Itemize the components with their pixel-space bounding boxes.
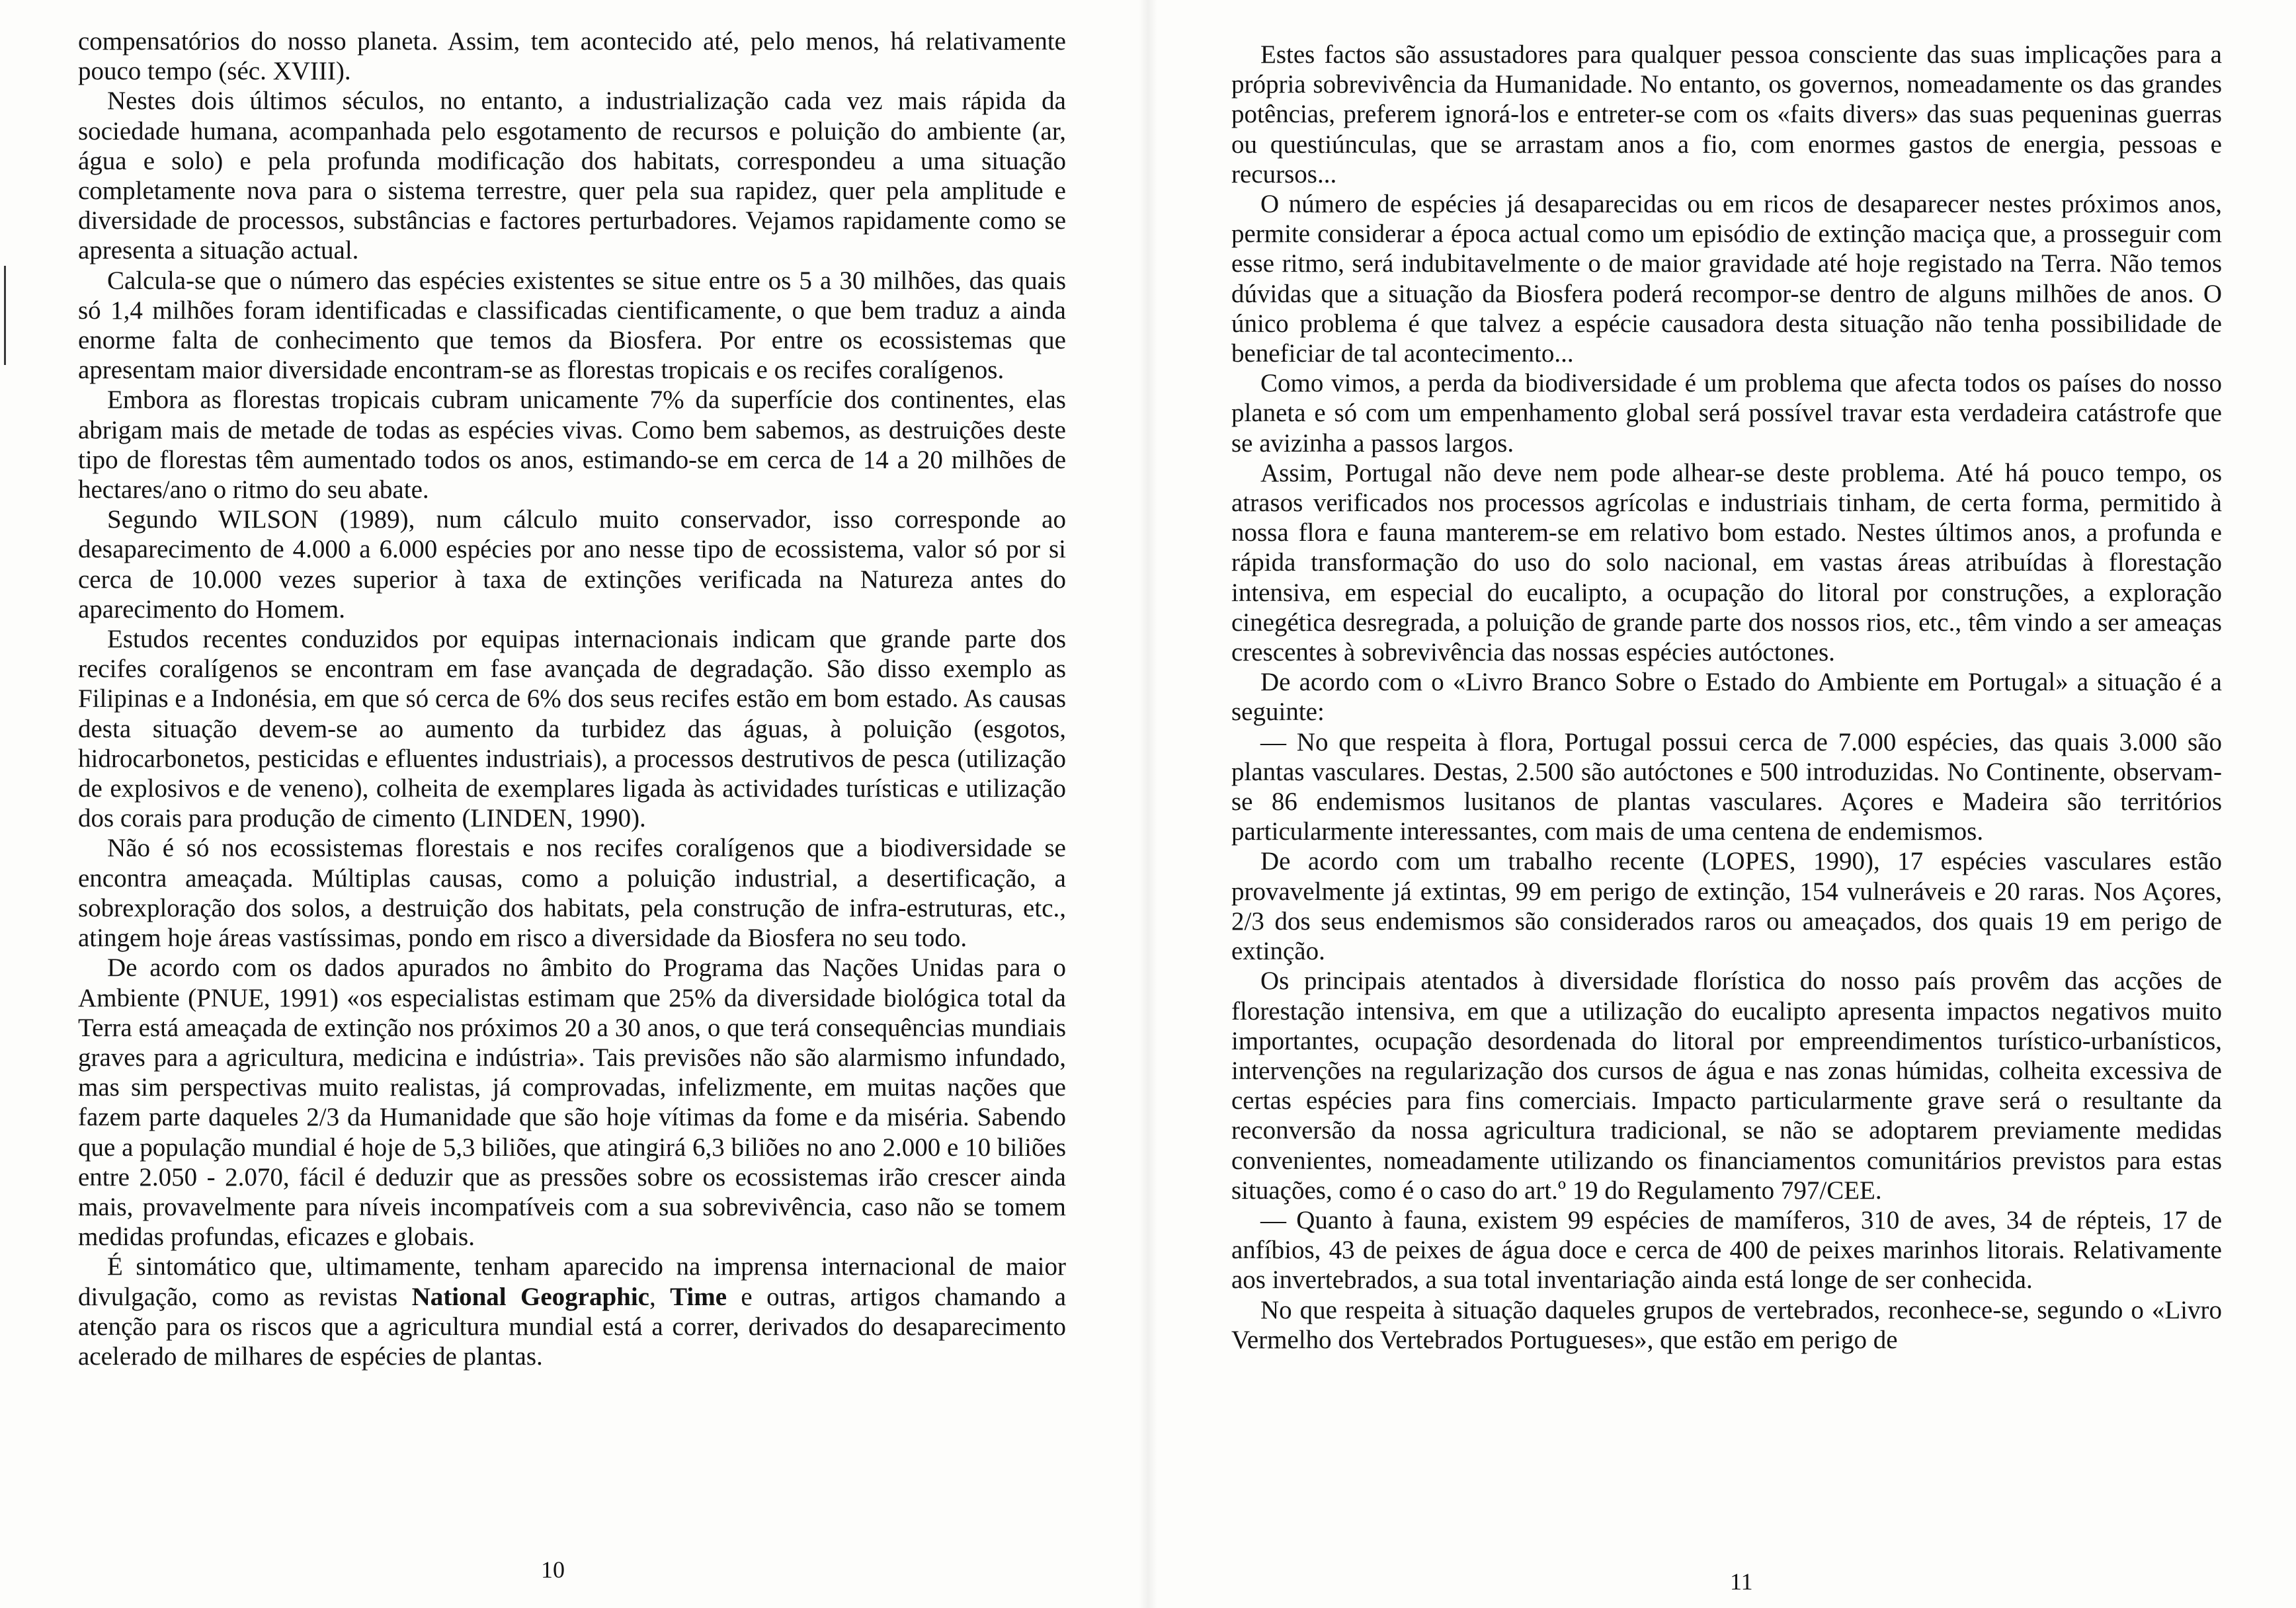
paragraph: O número de espécies já desaparecidas ou em ricos de desaparecer nestes próximos anos, permite considerar a época actual como um episódio de extinção maciça que, a prosseguir com esse ritmo, será indubitavelmente o de maior gravidade até hoje registado na Terra. Não temos dúvidas que a situação da Biosfera poderá recompor-se dentro de alguns milhões de anos. O único problema é que talvez a espécie causadora desta situação não tenha possibilidade de beneficiar de tal acontecimento... bbox=[1231, 190, 2222, 368]
paragraph: Segundo WILSON (1989), num cálculo muito conservador, isso corresponde ao desaparecimento de 4.000 a 6.000 espécies por ano nesse tipo de ecossistema, valor só por si cerca de 10.000 vezes superior à taxa de extinções verificada na Natureza antes do aparecimento do Homem. bbox=[78, 505, 1066, 623]
paragraph: Embora as florestas tropicais cubram unicamente 7% da superfície dos continentes, elas abrigam mais de metade de todas as espécies vivas. Como bem sabemos, as destruições deste tipo de florestas têm aumentado todos os anos, estimando-se em cerca de 14 a 20 milhões de hectares/ano o ritmo do seu abate. bbox=[78, 385, 1066, 504]
paragraph: Calcula-se que o número das espécies existentes se situe entre os 5 a 30 milhões, das quais só 1,4 milhões foram identificadas e classificadas cientificamente, o que bem traduz a ainda enorme falta de conhecimento que temos da Biosfera. Por entre os ecossistemas que apresentam maior diversidade encontram-se as florestas tropicais e os recifes coralígenos. bbox=[78, 266, 1066, 385]
paragraph: De acordo com o «Livro Branco Sobre o Estado do Ambiente em Portugal» a situação é a seguinte: bbox=[1231, 668, 2222, 727]
paragraph: De acordo com um trabalho recente (LOPES, 1990), 17 espécies vasculares estão provavelmente já extintas, 99 em perigo de extinção, 154 vulneráveis e 20 raras. Nos Açores, 2/3 dos seus endemismos são considerados raros ou ameaçados, dos quais 19 em perigo de extinção. bbox=[1231, 847, 2222, 966]
magazine-title-time: Time bbox=[670, 1282, 727, 1311]
page-number: 11 bbox=[1730, 1568, 1753, 1595]
paragraph: Nestes dois últimos séculos, no entanto, a industrialização cada vez mais rápida da sociedade humana, acompanhada pelo esgotamento de recursos e poluição do ambiente (ar, água e solo) e pela profunda modificação dos habitats, correspondeu a uma situação completamente nova para o sistema terrestre, quer pela sua rapidez, quer pela amplitude e diversidade de processos, substâncias e factores perturbadores. Vejamos rapidamente como se apresenta a situação actual. bbox=[78, 87, 1066, 265]
paragraph: Estudos recentes conduzidos por equipas internacionais indicam que grande parte dos recifes coralígenos se encontram em fase avançada de degradação. São disso exemplo as Filipinas e a Indonésia, em que só cerca de 6% dos seus recifes estão em bom estado. As causas desta situação devem-se ao aumento da turbidez das águas, à poluição (esgotos, hidrocarbonetos, pesticidas e efluentes industriais), a processos destrutivos de pesca (utilização de explosivos e de veneno), colheita de exemplares ligada às actividades turísticas e utilização dos corais para produção de cimento (LINDEN, 1990). bbox=[78, 625, 1066, 833]
paragraph: — No que respeita à flora, Portugal possui cerca de 7.000 espécies, das quais 3.000 são plantas vasculares. Destas, 2.500 são autóctones e 500 introduzidas. No Continente, observam-se 86 endemismos lusitanos de plantas vasculares. Açores e Madeira são territórios particularmente interessantes, com mais de uma centena de endemismos. bbox=[1231, 727, 2222, 846]
magazine-title-national-geographic: National Geographic bbox=[411, 1282, 649, 1311]
right-text-column bbox=[1231, 40, 2222, 1355]
paragraph: — Quanto à fauna, existem 99 espécies de mamíferos, 310 de aves, 34 de répteis, 17 de anfíbios, 43 de peixes de água doce e cerca de 400 de peixes marinhos litorais. Relativamente aos invertebrados, a sua total inventariação ainda está longe de ser conhecida. bbox=[1231, 1205, 2222, 1295]
paragraph: Assim, Portugal não deve nem pode alhear-se deste problema. Até há pouco tempo, os atrasos verificados nos processos agrícolas e industriais tinham, de certa forma, permitido à nossa flora e fauna manterem-se em relativo bom estado. Nestes últimos anos, a profunda e rápida transformação do uso do solo nacional, em vastas áreas atribuídas à florestação intensiva, em especial do eucalipto, a ocupação do litoral por construções, a exploração cinegética desregrada, a poluição de grande parte dos nossos rios, etc., têm vindo a ser ameaças crescentes à sobrevivência das nossas espécies autóctones. bbox=[1231, 458, 2222, 667]
paragraph: No que respeita à situação daqueles grupos de vertebrados, reconhece-se, segundo o «Livro Vermelho dos Vertebrados Portugueses», que estão em perigo de bbox=[1231, 1295, 2222, 1354]
left-text-column bbox=[78, 26, 1066, 1371]
paragraph bbox=[78, 1252, 1066, 1371]
page-number: 10 bbox=[541, 1556, 565, 1583]
right-page bbox=[1148, 0, 2296, 1608]
paragraph-text: e outras, artigos chamando a atenção para os riscos que a agricultura mundial está a correr, derivados do desaparecimento acelerado de milhares de espécies de plantas. bbox=[78, 1282, 1067, 1371]
paragraph: Estes factos são assustadores para qualquer pessoa consciente das suas implicações para a própria sobrevivência da Humanidade. No entanto, os governos, nomeadamente os das grandes potências, preferem ignorá-los e entreter-se com os «faits divers» das suas pequeninas guerras ou questiúnculas, que se arrastam anos a fio, com enormes gastos de energia, pessoas e recursos... bbox=[1231, 40, 2222, 188]
paragraph-text: É sintomático que, ultimamente, tenham aparecido na imprensa internacional de maior divulgação, como as revistas bbox=[78, 1252, 1066, 1311]
paragraph: Os principais atentados à diversidade florística do nosso país provêm das acções de florestação intensiva, em que a utilização do eucalipto apresenta impactos negativos muito importantes, ocupação desordenada do litoral por empreendimentos turístico-urbanísticos, intervenções na regularização dos cursos de água e nas zonas húmidas, colheita excessiva de certas espécies para fins comerciais. Impacto particularmente grave será o resultante da reconversão da nossa agricultura tradicional, se não se adoptarem previamente medidas convenientes, nomeadamente utilizando os financiamentos comunitários previstos para estas situações, como é o caso do art.º 19 do Regulamento 797/CEE. bbox=[1231, 967, 2222, 1205]
paragraph: compensatórios do nosso planeta. Assim, tem acontecido até, pelo menos, há relativamente pouco tempo (séc. XVIII). bbox=[78, 27, 1066, 86]
paragraph-text: , bbox=[649, 1282, 671, 1311]
paragraph: Não é só nos ecossistemas florestais e nos recifes coralígenos que a biodiversidade se encontra ameaçada. Múltiplas causas, como a poluição industrial, a desertificação, a sobrexploração dos solos, a destruição dos habitats, pela construção de infra-estruturas, etc., atingem hoje áreas vastíssimas, pondo em risco a diversidade da Biosfera no seu todo. bbox=[78, 834, 1066, 953]
paragraph: De acordo com os dados apurados no âmbito do Programa das Nações Unidas para o Ambiente (PNUE, 1991) «os especialistas estimam que 25% da diversidade biológica total da Terra está ameaçada de extinção nos próximos 20 a 30 anos, o que terá consequências mundiais graves para a agricultura, medicina e indústria». Tais previsões não são alarmismo infundado, mas sim perspectivas muito realistas, já comprovadas, infelizmente, em muitas nações que fazem parte daqueles 2/3 da Humanidade que são hoje vítimas da fome e da miséria. Sabendo que a população mundial é hoje de 5,3 biliões, que atingirá 6,3 biliões no ano 2.000 e 10 biliões entre 2.050 - 2.070, fácil é deduzir que as pressões sobre os ecossistemas irão crescer ainda mais, provavelmente para níveis incompatíveis com a sua sobrevivência, caso não se tomem medidas profundas, eficazes e globais. bbox=[78, 953, 1066, 1252]
paragraph: Como vimos, a perda da biodiversidade é um problema que afecta todos os países do nosso planeta e só com um empenhamento global será possível travar esta verdadeira catástrofe que se avizinha a passos largos. bbox=[1231, 369, 2222, 458]
margin-mark bbox=[4, 266, 6, 365]
